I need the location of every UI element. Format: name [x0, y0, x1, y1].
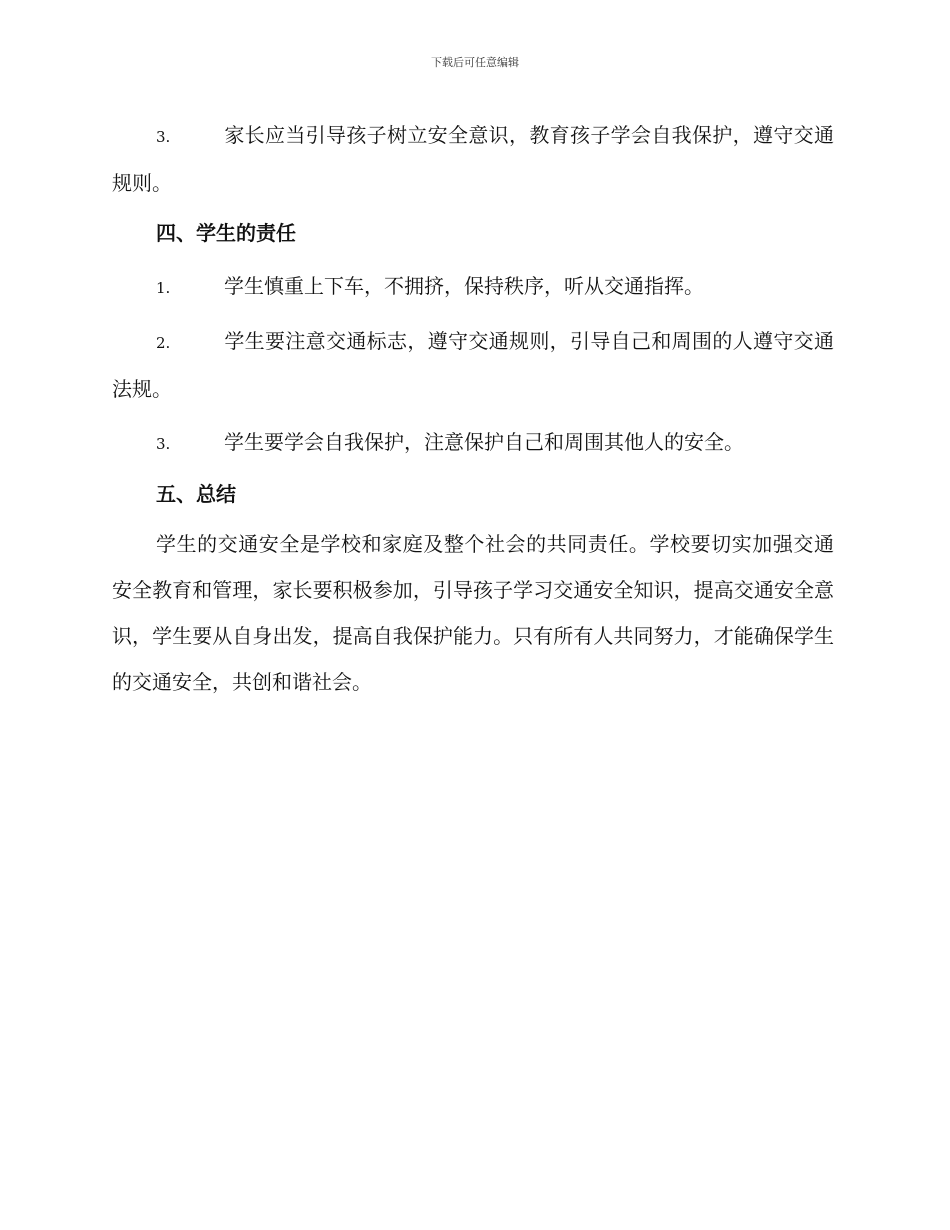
document-body [112, 112, 834, 705]
page-header: 下载后可任意编辑 [431, 56, 519, 69]
student-item-1 [112, 263, 834, 311]
item-number: 3. [156, 435, 171, 453]
summary-paragraph: 学生的交通安全是学校和家庭及整个社会的共同责任。学校要切实加强交通安全教育和管理，家长要积极参加，引导孩子学习交通安全知识，提高交通安全意识，学生要从自身出发，提高自我保护能力。只有所有人共同努力，才能确保学生的交通安全，共创和谐社会。 [112, 532, 834, 694]
section-five-title: 五、总结 [156, 482, 236, 506]
item-number: 3. [156, 128, 171, 146]
item-number: 2. [156, 334, 171, 352]
section-four-title: 四、学生的责任 [156, 221, 296, 245]
student-item-3 [112, 419, 834, 467]
student-item-2 [112, 318, 834, 412]
item-text: 学生要学会自我保护，注意保护自己和周围其他人的安全。 [224, 430, 744, 454]
parent-item-3 [112, 112, 834, 206]
item-number: 1. [156, 279, 171, 297]
item-text: 家长应当引导孩子树立安全意识，教育孩子学会自我保护，遵守交通规则。 [112, 123, 834, 195]
item-text: 学生要注意交通标志，遵守交通规则，引导自己和周围的人遵守交通法规。 [112, 329, 834, 401]
item-text: 学生慎重上下车，不拥挤，保持秩序，听从交通指挥。 [224, 274, 704, 298]
